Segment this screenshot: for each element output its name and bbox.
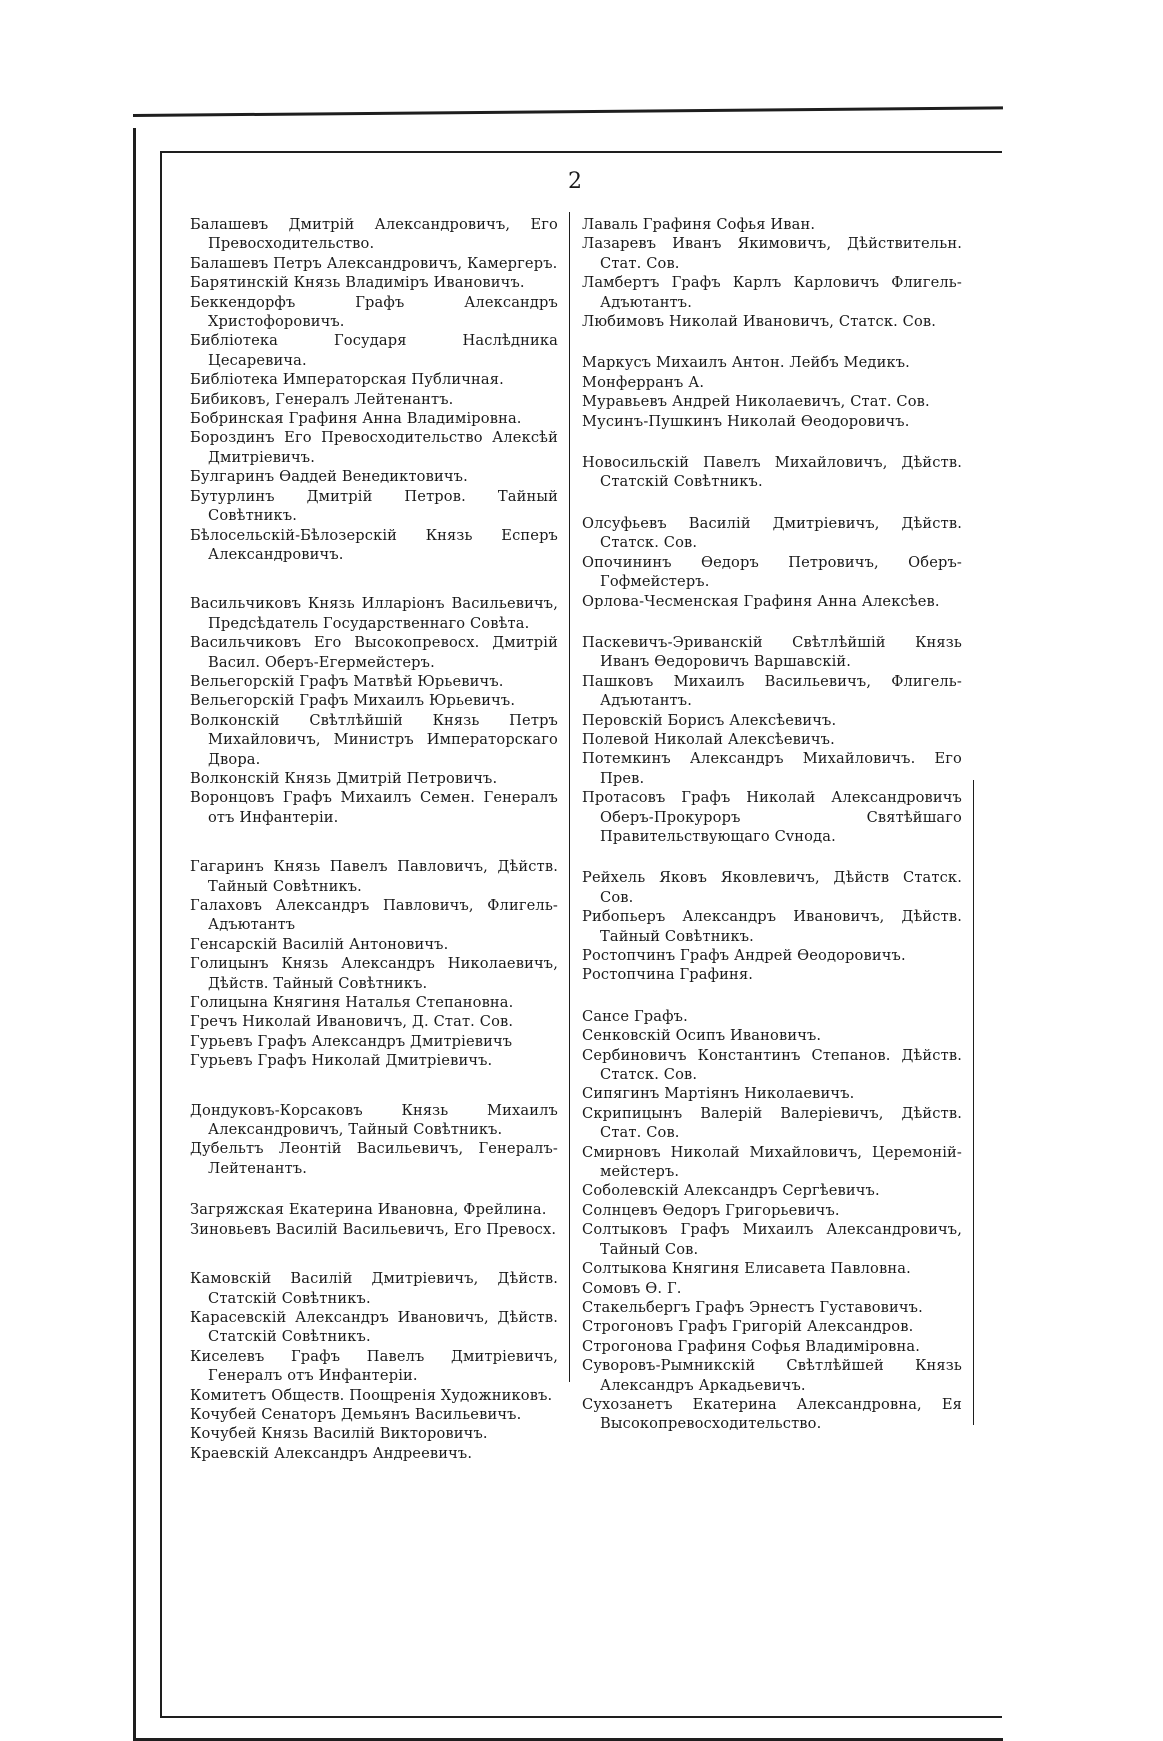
list-entry: Стакельбергъ Графъ Эрнестъ Густавовичъ.: [582, 1298, 923, 1316]
list-entry: Строгоновъ Графъ Григорій Александров.: [582, 1318, 914, 1336]
list-entry: Сомовъ Ө. Г.: [582, 1279, 682, 1297]
list-entry: Полевой Николай Алексѣевичъ.: [582, 730, 835, 748]
list-entry: Протасовъ Графъ Николай Александровичъ Оберъ-Прокуроръ Святѣйшаго Правительствующаго Сvнода.: [582, 789, 962, 845]
list-entry: Гречъ Николай Ивановичъ, Д. Стат. Сов.: [190, 1013, 514, 1031]
list-entry: Библіотека Императорская Публичная.: [190, 371, 504, 389]
list-entry: Лазаревъ Иванъ Якимовичъ, Дѣйствительн. Стат. Сов.: [582, 235, 962, 272]
section-gap: [190, 1178, 558, 1200]
list-entry: Волконскій Свѣтлѣйшій Князь Петръ Михайловичъ, Министръ Императорскаго Двора.: [190, 711, 558, 768]
list-entry: Сансе Графъ.: [582, 1007, 688, 1025]
list-entry: Сипягинъ Мартіянъ Николаевичъ.: [582, 1085, 855, 1103]
list-entry: Балашевъ Дмитрій Александровичъ, Его Превосходительство.: [190, 216, 558, 253]
list-entry: Беккендорфъ Графъ Александръ Христофоровичъ.: [190, 293, 558, 331]
section-gap: [582, 331, 962, 353]
list-entry: Солнцевъ Өедоръ Григорьевичъ.: [582, 1201, 840, 1219]
list-entry: Пашковъ Михаилъ Васильевичъ, Флигель-Адъютантъ.: [582, 672, 962, 710]
section-gap: [582, 611, 962, 633]
list-entry: Библіотека Государя Наслѣдника Цесаревича.: [190, 332, 558, 369]
left-column: [190, 215, 558, 1463]
list-entry: Гурьевъ Графъ Николай Дмитріевичъ.: [190, 1052, 493, 1070]
list-entry: Кочубей Сенаторъ Демьянъ Васильевичъ.: [190, 1405, 522, 1423]
list-entry: Солтыковъ Графъ Михаилъ Александровичъ, Тайный Сов.: [582, 1221, 962, 1258]
list-entry: Муравьевъ Андрей Николаевичъ, Стат. Сов.: [582, 393, 930, 411]
list-entry: Монферранъ А.: [582, 373, 705, 391]
section-gap: [582, 492, 962, 514]
list-entry: Сенковскій Осипъ Ивановичъ.: [582, 1027, 822, 1045]
page-number: 2: [568, 169, 582, 194]
list-entry: Загряжская Екатерина Ивановна, Фрейлина.: [190, 1201, 547, 1219]
list-entry: Маркусъ Михаилъ Антон. Лейбъ Медикъ.: [582, 354, 910, 372]
list-entry: Дубельтъ Леонтій Васильевичъ, Генералъ-Лейтенантъ.: [190, 1140, 558, 1177]
inner-frame-left: [160, 151, 162, 1717]
list-entry: Бибиковъ, Генералъ Лейтенантъ.: [190, 390, 454, 408]
right-column: [582, 215, 962, 1434]
section-gap: [190, 1071, 558, 1101]
list-entry: Рейхель Яковъ Яковлевичъ, Дѣйств Статск. Сов.: [582, 869, 962, 906]
list-entry: Зиновьевъ Василій Васильевичъ, Его Превосх.: [190, 1220, 557, 1238]
list-entry: Воронцовъ Графъ Михаилъ Семен. Генералъ отъ Инфантеріи.: [190, 789, 558, 826]
list-entry: Ламбертъ Графъ Карлъ Карловичъ Флигель-Адъютантъ.: [582, 274, 962, 311]
list-entry: Кочубей Князь Василій Викторовичъ.: [190, 1425, 488, 1443]
list-entry: Рибопьеръ Александръ Ивановичъ, Дѣйств. Тайный Совѣтникъ.: [582, 908, 962, 945]
list-entry: Васильчиковъ Князь Илларіонъ Васильевичъ, Предсѣдатель Государственнаго Совѣта.: [190, 595, 558, 632]
list-entry: Любимовъ Николай Ивановичъ, Статск. Сов.: [582, 313, 937, 331]
list-entry: Гагаринъ Князь Павелъ Павловичъ, Дѣйств. Тайный Совѣтникъ.: [190, 858, 558, 895]
list-entry: Бобринская Графиня Анна Владиміровна.: [190, 410, 522, 428]
list-entry: Краевскій Александръ Андреевичъ.: [190, 1444, 473, 1462]
list-entry: Карасевскій Александръ Ивановичъ, Дѣйств. Статскій Совѣтникъ.: [190, 1308, 558, 1346]
outer-frame-top: [133, 106, 1003, 117]
list-entry: Олсуфьевъ Василій Дмитріевичъ, Дѣйств. Статск. Сов.: [582, 514, 962, 552]
list-entry: Соболевскій Александръ Сергѣевичъ.: [582, 1182, 880, 1200]
list-entry: Васильчиковъ Его Высокопревосх. Дмитрій Васил. Оберъ-Егермейстеръ.: [190, 634, 558, 671]
list-entry: Бутурлинъ Дмитрій Петров. Тайный Совѣтникъ.: [190, 487, 558, 525]
list-entry: Галаховъ Александръ Павловичъ, Флигель-Адъютантъ: [190, 897, 558, 934]
list-entry: Волконскій Князь Дмитрій Петровичъ.: [190, 769, 498, 787]
list-entry: Голицына Княгиня Наталья Степановна.: [190, 994, 514, 1012]
list-entry: Ростопчина Графиня.: [582, 966, 754, 984]
section-gap: [582, 846, 962, 868]
list-entry: Строгонова Графиня Софья Владиміровна.: [582, 1337, 920, 1355]
list-entry: Вельегорскій Графъ Михаилъ Юрьевичъ.: [190, 692, 516, 710]
list-entry: Перовскій Борисъ Алексѣевичъ.: [582, 711, 837, 729]
right-frame-line: [973, 780, 974, 1425]
list-entry: Лаваль Графиня Софья Иван.: [582, 216, 816, 233]
list-entry: Мусинъ-Пушкинъ Николай Өеодоровичъ.: [582, 412, 910, 430]
list-entry: Опочининъ Өедоръ Петровичъ, Оберъ-Гофмейстеръ.: [582, 553, 962, 591]
section-gap: [190, 1239, 558, 1269]
list-entry: Солтыкова Княгиня Елисавета Павловна.: [582, 1260, 911, 1278]
list-entry: Скрипицынъ Валерій Валеріевичъ, Дѣйств. Стат. Сов.: [582, 1104, 962, 1142]
list-entry: Суворовъ-Рымникскій Свѣтлѣйшей Князь Александръ Аркадьевичъ.: [582, 1357, 962, 1394]
list-entry: Потемкинъ Александръ Михайловичъ. Его Прев.: [582, 750, 962, 787]
inner-frame-top: [160, 151, 1002, 153]
list-entry: Барятинскій Князь Владиміръ Ивановичъ.: [190, 274, 525, 292]
outer-frame-left: [133, 128, 136, 1740]
list-entry: Паскевичъ-Эриванскій Свѣтлѣйшій Князь Иванъ Өедоровичъ Варшавскій.: [582, 633, 962, 671]
list-entry: Новосильскій Павелъ Михайловичъ, Дѣйств. Статскій Совѣтникъ.: [582, 454, 962, 491]
section-gap: [582, 985, 962, 1007]
list-entry: Орлова-Чесменская Графиня Анна Алексѣев.: [582, 592, 940, 610]
list-entry: Камовскій Василій Дмитріевичъ, Дѣйств. Статскій Совѣтникъ.: [190, 1270, 558, 1307]
list-entry: Дондуковъ-Корсаковъ Князь Михаилъ Александровичъ, Тайный Совѣтникъ.: [190, 1101, 558, 1139]
list-entry: Сербиновичъ Константинъ Степанов. Дѣйств. Статск. Сов.: [582, 1046, 962, 1084]
section-gap: [190, 564, 558, 594]
list-entry: Киселевъ Графъ Павелъ Дмитріевичъ, Генералъ отъ Инфантеріи.: [190, 1347, 558, 1385]
list-entry: Генсарскій Василій Антоновичъ.: [190, 935, 449, 953]
list-entry: Гурьевъ Графъ Александръ Дмитріевичъ: [190, 1032, 513, 1050]
list-entry: Ростопчинъ Графъ Андрей Өеодоровичъ.: [582, 947, 906, 964]
list-entry: Голицынъ Князь Александръ Николаевичъ, Дѣйств. Тайный Совѣтникъ.: [190, 955, 558, 992]
list-entry: Смирновъ Николай Михайловичъ, Церемоній-мейстеръ.: [582, 1143, 962, 1181]
section-gap: [582, 431, 962, 453]
column-divider: [569, 212, 570, 1382]
section-gap: [190, 827, 558, 857]
list-entry: Комитетъ Обществ. Поощренія Художниковъ.: [190, 1386, 553, 1404]
list-entry: Вельегорскій Графъ Матвѣй Юрьевичъ.: [190, 672, 504, 690]
inner-frame-bottom: [160, 1716, 1002, 1718]
list-entry: Бороздинъ Его Превосходительство Алексѣй Дмитріевичъ.: [190, 429, 558, 466]
list-entry: Сухозанетъ Екатерина Александровна, Ея Высокопревосходительство.: [582, 1395, 962, 1433]
list-entry: Балашевъ Петръ Александровичъ, Камергеръ.: [190, 254, 558, 272]
list-entry: Булгаринъ Өаддей Венедиктовичъ.: [190, 468, 468, 486]
list-entry: Бѣлосельскій-Бѣлозерскій Князь Есперъ Александровичъ.: [190, 526, 558, 563]
